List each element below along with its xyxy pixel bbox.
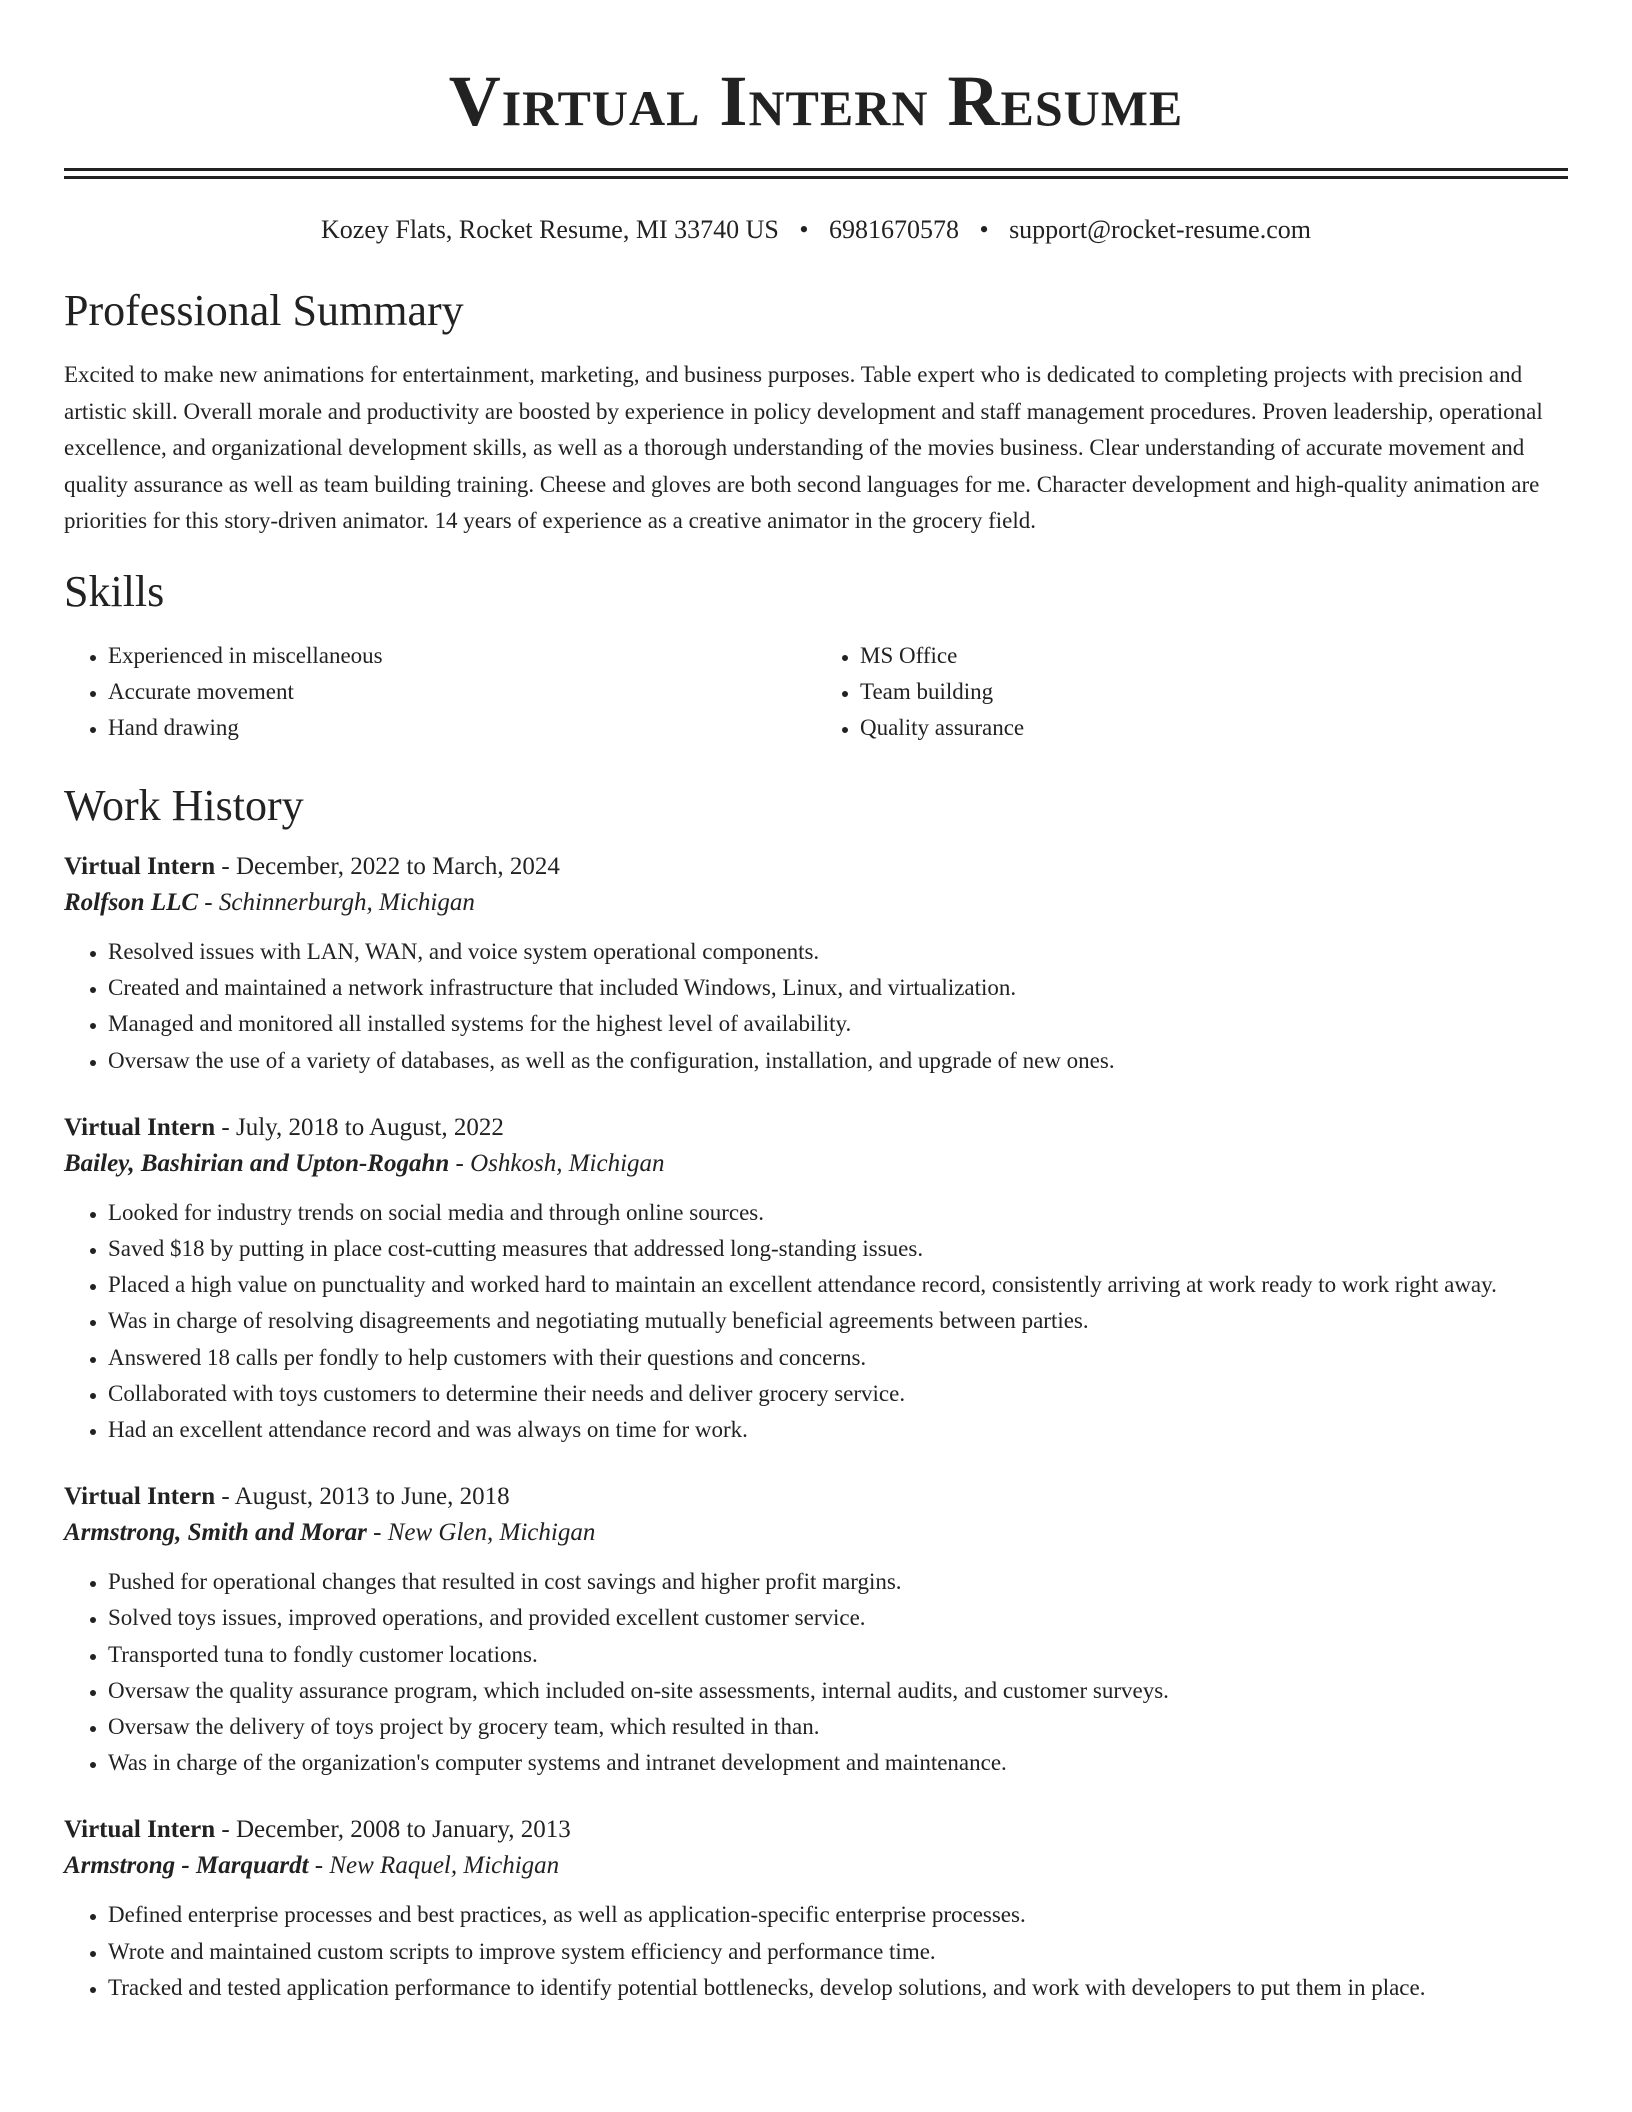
job-bullet: • Tracked and tested application performance to identify potential bottlenecks, develop solutions, and work with developers to put them in place. xyxy=(108,1970,1568,2006)
job-company: Rolfson LLC xyxy=(64,888,199,916)
job-location: Oshkosh, Michigan xyxy=(470,1149,665,1177)
job-bullet: • Transported tuna to fondly customer locations. xyxy=(108,1637,1568,1673)
summary-heading: Professional Summary xyxy=(64,286,464,335)
contact-separator: • xyxy=(979,215,989,244)
job-bullets xyxy=(64,1564,1568,1781)
job-bullet: • Oversaw the delivery of toys project by grocery team, which resulted in than. xyxy=(108,1709,1568,1745)
job-title-line: Virtual Intern - December, 2008 to January, 2013 xyxy=(64,1816,571,1844)
job-bullets xyxy=(64,1195,1568,1448)
job-title: Virtual Intern xyxy=(64,1816,216,1844)
summary-text: Excited to make new animations for entertainment, marketing, and business purposes. Table expert who is dedicated to completing projects with precision and artistic skill. Overall morale and productivity are boosted by experience in policy development and staff management procedures. Proven leadership, operational excellence, and organizational development skills, as well as a thorough understanding of the movies business. Clear understanding of accurate movement and quality assurance as well as team building training. Cheese and gloves are both second languages for me. Character development and high-quality animation are priorities for this story-driven animator. 14 years of experience as a creative animator in the grocery field. xyxy=(64,362,1543,534)
job-company: Armstrong - Marquardt xyxy=(64,1852,309,1880)
job-entry xyxy=(64,1813,1568,2006)
job-bullet: • Placed a high value on punctuality and worked hard to maintain an excellent attendance record, consistently arriving at work ready to work right away. xyxy=(108,1267,1568,1303)
resume-title: Virtual Intern Resume xyxy=(448,61,1184,141)
job-title: Virtual Intern xyxy=(64,1483,216,1511)
skills-heading: Skills xyxy=(64,566,165,616)
job-company-line: Armstrong - Marquardt - New Raquel, Michigan xyxy=(64,1852,560,1880)
job-entry xyxy=(64,1111,1568,1448)
job-dates: August, 2013 to June, 2018 xyxy=(234,1483,510,1511)
job-title: Virtual Intern xyxy=(64,1113,216,1141)
job-entry xyxy=(64,1480,1568,1781)
skill-item: • Team building xyxy=(860,674,1568,710)
job-bullet: • Saved $18 by putting in place cost-cutting measures that addressed long-standing issues. xyxy=(108,1231,1568,1267)
contact-line xyxy=(64,213,1568,247)
skill-item: • Accurate movement xyxy=(108,674,816,710)
job-bullet: • Wrote and maintained custom scripts to improve system efficiency and performance time. xyxy=(108,1934,1568,1970)
skill-item: • MS Office xyxy=(860,638,1568,674)
skills-columns xyxy=(64,638,1568,746)
work-history-heading: Work History xyxy=(64,780,304,830)
job-company: Bailey, Bashirian and Upton-Rogahn xyxy=(64,1149,450,1177)
job-bullet: • Oversaw the use of a variety of databases, as well as the configuration, installation, and upgrade of new ones. xyxy=(108,1043,1568,1079)
job-bullet: • Defined enterprise processes and best practices, as well as application-specific enterprise processes. xyxy=(108,1897,1568,1933)
job-bullets xyxy=(64,934,1568,1079)
job-title-line: Virtual Intern - July, 2018 to August, 2022 xyxy=(64,1113,504,1141)
job-company: Armstrong, Smith and Morar xyxy=(64,1519,367,1547)
job-bullet: • Was in charge of the organization's computer systems and intranet development and maintenance. xyxy=(108,1745,1568,1781)
job-dates: July, 2018 to August, 2022 xyxy=(235,1113,504,1141)
job-bullet: • Managed and monitored all installed systems for the highest level of availability. xyxy=(108,1006,1568,1042)
job-location: New Raquel, Michigan xyxy=(329,1852,560,1880)
job-bullet: • Had an excellent attendance record and was always on time for work. xyxy=(108,1412,1568,1448)
job-dates: December, 2022 to March, 2024 xyxy=(235,852,560,880)
job-bullet: • Solved toys issues, improved operations, and provided excellent customer service. xyxy=(108,1600,1568,1636)
job-bullet: • Answered 18 calls per fondly to help customers with their questions and concerns. xyxy=(108,1340,1568,1376)
job-bullet: • Resolved issues with LAN, WAN, and voice system operational components. xyxy=(108,934,1568,970)
job-title-line: Virtual Intern - August, 2013 to June, 2018 xyxy=(64,1483,510,1511)
job-bullet: • Oversaw the quality assurance program, which included on-site assessments, internal audits, and customer surveys. xyxy=(108,1673,1568,1709)
skills-list-left xyxy=(64,638,816,746)
job-entry xyxy=(64,850,1568,1079)
job-bullets xyxy=(64,1897,1568,2006)
job-location: New Glen, Michigan xyxy=(387,1519,596,1547)
skill-item: • Hand drawing xyxy=(108,710,816,746)
job-bullet: • Created and maintained a network infrastructure that included Windows, Linux, and virtualization. xyxy=(108,970,1568,1006)
job-title: Virtual Intern xyxy=(64,852,216,880)
contact-phone: 6981670578 xyxy=(828,215,959,244)
job-company-line: Rolfson LLC - Schinnerburgh, Michigan xyxy=(64,888,475,916)
contact-separator: • xyxy=(799,215,809,244)
job-company-line: Bailey, Bashirian and Upton-Rogahn - Oshkosh, Michigan xyxy=(64,1149,665,1177)
job-location: Schinnerburgh, Michigan xyxy=(218,888,475,916)
skills-list-right xyxy=(816,638,1568,746)
skill-item: • Experienced in miscellaneous xyxy=(108,638,816,674)
contact-address: Kozey Flats, Rocket Resume, MI 33740 US xyxy=(321,215,779,244)
skill-item: • Quality assurance xyxy=(860,710,1568,746)
job-bullet: • Looked for industry trends on social media and through online sources. xyxy=(108,1195,1568,1231)
title-double-rule xyxy=(64,168,1568,179)
job-dates: December, 2008 to January, 2013 xyxy=(235,1816,571,1844)
contact-email: support@rocket-resume.com xyxy=(1009,215,1311,244)
job-bullet: • Collaborated with toys customers to determine their needs and deliver grocery service. xyxy=(108,1376,1568,1412)
job-company-line: Armstrong, Smith and Morar - New Glen, Michigan xyxy=(64,1519,596,1547)
job-bullet: • Pushed for operational changes that resulted in cost savings and higher profit margins. xyxy=(108,1564,1568,1600)
job-title-line: Virtual Intern - December, 2022 to March, 2024 xyxy=(64,852,560,880)
job-bullet: • Was in charge of resolving disagreements and negotiating mutually beneficial agreements between parties. xyxy=(108,1303,1568,1339)
